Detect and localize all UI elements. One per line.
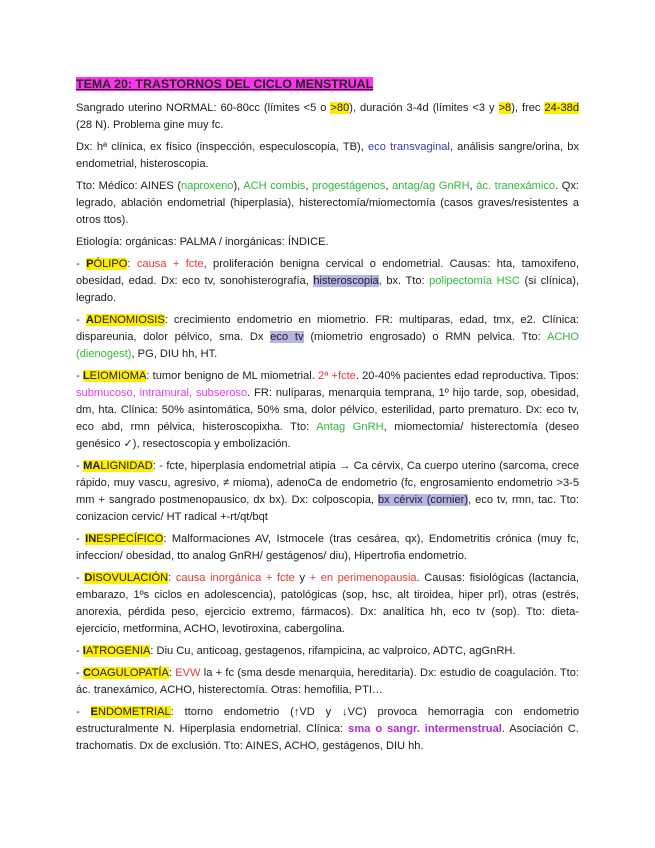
text: : [168, 667, 176, 679]
section-disovulacion [76, 570, 579, 638]
red-text: causa + fcte [136, 258, 204, 270]
text: . Causas: fisiológicas (lactancia, embarazo, 1ºs ciclos en adolescencia), patológicas (sop, hsc, alt tiroidea, hiper prl), otras (estrés, anorexia, pérdida peso, ejercicio extremo, fármacos). Dx: analítica hh, eco tv (sop). Tto: dieta-ejercicio, metformina, ACHO, levotiroxina, cabergolina. [76, 572, 580, 635]
green-text: Antag GnRH [316, 421, 384, 433]
paragraph-normal-bleeding [76, 100, 579, 134]
heading-highlight: ESPECÍFICO [96, 533, 164, 545]
text: - [76, 533, 86, 545]
section-polipo [76, 256, 579, 307]
text: : [168, 572, 176, 584]
paragraph-treatment [76, 178, 579, 229]
text: (28 N). Problema gine muy fc. [76, 119, 224, 131]
text: - [76, 258, 87, 270]
text: : crecimiento endometrio en miometrio. FR: multiparas, edad, tmx, e2. Clínica: dispareunia, dolor pélvico, sma. Dx [76, 314, 580, 343]
text: , miomectomia/ histerectomía (deseo genésico ✓), resectoscopia y embolización. [76, 421, 579, 450]
letter-highlight: MA [83, 460, 101, 472]
highlight: histeroscopia [313, 275, 379, 287]
text: : - fcte, hiperplasia endometrial atipia → Ca cérvix, Ca cuerpo uterino (sarcoma, crece rápido, muy vascu, agresivo, ≠ mioma), adenoCa de endometrio (fc, engrosamiento endometrio >3-5 mm + sangrado postmenopausico, dx bx). Dx: colposcopia, [76, 460, 579, 506]
green-text: polipectomía HSC [429, 275, 521, 287]
pink-text: submucoso, intramural, subseroso [76, 387, 248, 399]
text: - [76, 370, 83, 382]
text: , [385, 180, 393, 192]
text: : [127, 258, 137, 270]
text: - [76, 667, 83, 679]
text: : Malformaciones AV, Istmocele (tras cesárea, qx), Endometritis crónica (muy fc, infeccion/ obesidad, tto analog GnRH/ gestágenos/ diu), Hipertrofia endometrio. [76, 533, 579, 562]
text: , proliferación benigna cervical o endometrial. Causas: hta, tamoxifeno, obesidad, edad. Dx: eco tv, sonohisterografía, [76, 258, 579, 287]
highlight: 24-38d [544, 102, 579, 114]
green-text: progestágenos [312, 180, 386, 192]
green-text: antag/ag GnRH [392, 180, 470, 192]
text: , bx. Tto: [378, 275, 430, 287]
letter-highlight: A [85, 314, 94, 326]
green-text: ACHO (dienogest) [76, 331, 579, 360]
highlight: >8 [498, 102, 512, 114]
text: - [76, 572, 85, 584]
text: , PG, DIU hh, HT. [131, 348, 218, 360]
green-text: naproxeno [181, 180, 234, 192]
text: y [294, 572, 310, 584]
section-coagulopatia [76, 665, 579, 699]
text: . Asociación C. trachomatis. Dx de exclusión. Tto: AINES, ACHO, gestágenos, DIU hh. [76, 723, 579, 752]
section-endometrial [76, 704, 579, 755]
text: : Diu Cu, anticoag, gestagenos, rifampicina, ac valproico, ADTC, agGnRH. [150, 645, 516, 657]
red-text: causa inorgánica + fcte [175, 572, 295, 584]
section-leiomioma [76, 368, 579, 453]
highlight: eco tv [270, 331, 304, 343]
text: , eco tv, rmn, tac. Tto: conizacion cervic/ HT radical +-rt/qt/bqt [76, 494, 579, 523]
text: , [469, 180, 477, 192]
paragraph-diagnosis [76, 139, 579, 173]
heading-highlight: DENOMIOSIS [93, 314, 165, 326]
heading-highlight: ÓLIPO [93, 258, 128, 270]
section-iatrogenia [76, 643, 579, 660]
text: - [76, 460, 84, 472]
heading-highlight: OAGULOPATÍA [90, 667, 169, 679]
text: la + fc (sma desde menarquia, hereditaria). Dx: estudio de coagulación. Tto: ác. tranexámico, ACHO, histerectomía. Otras: hemofilia, PTI… [76, 667, 579, 696]
text: Sangrado uterino NORMAL: 60-80cc (límites <5 o [76, 102, 331, 114]
green-text: ACH combis [243, 180, 306, 192]
title-highlight: TEMA 20: TRASTORNOS DEL CICLO MENSTRUAL [76, 77, 374, 91]
red-text: 2ª +fcte [318, 370, 356, 382]
highlight: >80 [330, 102, 350, 114]
section-inespecifico [76, 531, 579, 565]
text: (miometrio engrosado) o RMN pelvica. Tto: [303, 331, 547, 343]
text: - [76, 314, 86, 326]
letter-highlight: D [84, 572, 93, 584]
text: Tto: Médico: AINES ( [76, 180, 182, 192]
heading-highlight: ATROGENIA [85, 645, 151, 657]
purple-text: sma o sangr. intermenstrual [348, 723, 502, 735]
letter-highlight: E [90, 706, 98, 718]
text: , [305, 180, 312, 192]
highlight: bx cérvix (cornier) [377, 494, 469, 506]
letter-highlight: P [86, 258, 94, 270]
text: , análisis sangre/orina, bx endometrial, histeroscopia. [76, 141, 579, 170]
heading-highlight: NDOMETRIAL [97, 706, 171, 718]
text: : tumor benigno de ML miometrial. [146, 370, 319, 382]
letter-highlight: L [82, 370, 90, 382]
text: Dx: hª clínica, ex físico (inspección, especuloscopia, TB), [76, 141, 369, 153]
letter-highlight: IN [85, 533, 97, 545]
letter-highlight: C [82, 667, 91, 679]
text: ), [233, 180, 244, 192]
letter-highlight: I [82, 645, 86, 657]
text: - [76, 645, 83, 657]
heading-highlight: ISOVULACIÓN [92, 572, 169, 584]
text: ), duración 3-4d (límites <3 y [349, 102, 499, 114]
text: - [76, 706, 91, 718]
text: . 20-40% pacientes edad reproductiva. Tipos: [355, 370, 580, 382]
red-text: + en perimenopausia [309, 572, 417, 584]
section-adenomiosis [76, 312, 579, 363]
paragraph-etiology: Etiología: orgánicas: PALMA / inorgánicas: ÍNDICE. [76, 236, 329, 248]
section-malignidad [76, 458, 579, 526]
text: ), frec [511, 102, 545, 114]
heading-highlight: LIGNIDAD [100, 460, 153, 472]
text: . Qx: legrado, ablación endometrial (hiperplasia), histerectomía/miomectomía (casos graves/resistentes a otros ttos). [76, 180, 579, 226]
text: : ttorno endometrio (↑VD y ↓VC) provoca hemorragia con endometrio estructuralmente N. Hiperplasia endometrial. Clínica: [76, 706, 580, 735]
text: (si clínica), legrado. [76, 275, 580, 304]
red-text: EVW [175, 667, 201, 679]
heading-highlight: EIOMIOMA [89, 370, 147, 382]
page-title [76, 76, 579, 93]
green-text: ác. tranexámico [476, 180, 556, 192]
blue-text: eco transvaginal [368, 141, 450, 153]
text: . FR: nulíparas, menarquia temprana, 1º hijo tarde, sop, obesidad, dm, hta. Clínica: 50% asintomática, 50% sma, dolor pélvico, esterilidad, parto prematuro. Dx: eco tv, eco abd, rmn pélvica, histeroscopixha. Tto: [76, 387, 579, 433]
